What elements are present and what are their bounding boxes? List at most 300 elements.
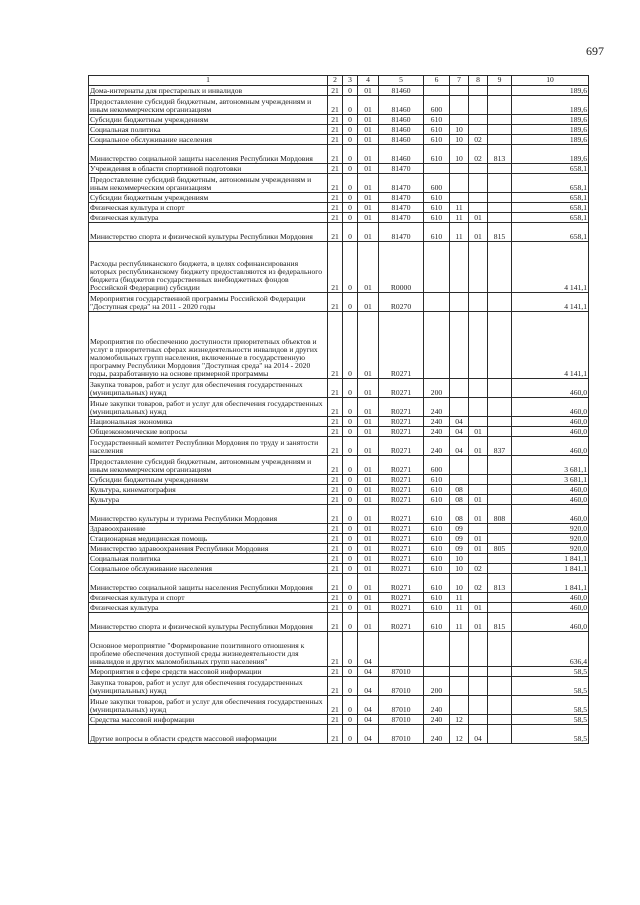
subprogram-code-cell: 0 <box>343 203 358 213</box>
section-cell: 11 <box>450 213 469 223</box>
subprogram-code-cell: 0 <box>343 145 358 164</box>
expense-code-cell: R0271 <box>379 398 424 417</box>
ministry-code-cell: 21 <box>328 456 343 475</box>
name-cell: Социальное обслуживание населения <box>89 564 328 574</box>
expense-type-cell: 610 <box>424 203 450 213</box>
ministry-cell <box>488 115 512 125</box>
event-code-cell: 01 <box>358 485 379 495</box>
name-cell: Государственный комитет Республики Мордовия по труду и занятости населения <box>89 437 328 456</box>
ministry-cell <box>488 293 512 312</box>
amount-cell: 920,0 <box>512 524 589 534</box>
ministry-cell: 808 <box>488 505 512 524</box>
subsection-cell <box>469 86 488 96</box>
expense-code-cell: R0271 <box>379 312 424 379</box>
section-cell <box>450 632 469 667</box>
subprogram-code-cell: 0 <box>343 564 358 574</box>
ministry-cell: 813 <box>488 145 512 164</box>
subsection-cell: 01 <box>469 603 488 613</box>
name-cell: Министерство социальной защиты населения Республики Мордовия <box>89 574 328 593</box>
amount-cell: 920,0 <box>512 534 589 544</box>
expense-type-cell: 610 <box>424 495 450 505</box>
table-row <box>89 715 589 725</box>
event-code-cell: 01 <box>358 135 379 145</box>
subsection-cell <box>469 193 488 203</box>
section-cell <box>450 96 469 115</box>
expense-type-cell: 240 <box>424 427 450 437</box>
subsection-cell <box>469 456 488 475</box>
table-row <box>89 725 589 744</box>
ministry-code-cell: 21 <box>328 203 343 213</box>
name-cell: Предоставление субсидий бюджетным, автономным учреждениям и иным некоммерческим организациям <box>89 456 328 475</box>
subprogram-code-cell: 0 <box>343 115 358 125</box>
event-code-cell: 01 <box>358 398 379 417</box>
amount-cell: 189,6 <box>512 135 589 145</box>
subprogram-code-cell: 0 <box>343 574 358 593</box>
name-cell: Закупка товаров, работ и услуг для обеспечения государственных (муниципальных) нужд <box>89 677 328 696</box>
ministry-code-cell: 21 <box>328 574 343 593</box>
subprogram-code-cell: 0 <box>343 534 358 544</box>
event-code-cell: 01 <box>358 427 379 437</box>
expense-code-cell: R0000 <box>379 242 424 293</box>
subprogram-code-cell: 0 <box>343 632 358 667</box>
section-cell: 12 <box>450 715 469 725</box>
ministry-cell: 837 <box>488 437 512 456</box>
ministry-code-cell: 21 <box>328 524 343 534</box>
subsection-cell <box>469 475 488 485</box>
section-cell: 09 <box>450 534 469 544</box>
event-code-cell: 01 <box>358 593 379 603</box>
section-cell: 04 <box>450 437 469 456</box>
name-cell: Субсидии бюджетным учреждениям <box>89 475 328 485</box>
expense-code-cell: R0271 <box>379 534 424 544</box>
ministry-cell <box>488 632 512 667</box>
subsection-cell <box>469 696 488 715</box>
subprogram-code-cell: 0 <box>343 495 358 505</box>
subprogram-code-cell: 0 <box>343 603 358 613</box>
table-row <box>89 223 589 242</box>
expense-type-cell <box>424 632 450 667</box>
amount-cell: 460,0 <box>512 613 589 632</box>
table-row <box>89 437 589 456</box>
ministry-code-cell: 21 <box>328 564 343 574</box>
amount-cell: 58,5 <box>512 677 589 696</box>
name-cell: Министерство спорта и физической культуры Республики Мордовия <box>89 613 328 632</box>
expense-type-cell: 240 <box>424 437 450 456</box>
expense-code-cell: R0270 <box>379 293 424 312</box>
ministry-cell: 815 <box>488 613 512 632</box>
subsection-cell <box>469 524 488 534</box>
ministry-cell <box>488 554 512 564</box>
table-row <box>89 534 589 544</box>
section-cell <box>450 293 469 312</box>
table-row <box>89 475 589 485</box>
subprogram-code-cell: 0 <box>343 667 358 677</box>
subsection-cell <box>469 293 488 312</box>
ministry-cell: 815 <box>488 223 512 242</box>
subprogram-code-cell: 0 <box>343 312 358 379</box>
expense-code-cell: 87010 <box>379 715 424 725</box>
event-code-cell: 04 <box>358 632 379 667</box>
subprogram-code-cell: 0 <box>343 417 358 427</box>
subprogram-code-cell: 0 <box>343 456 358 475</box>
amount-cell: 58,5 <box>512 696 589 715</box>
name-cell: Национальная экономика <box>89 417 328 427</box>
event-code-cell: 01 <box>358 125 379 135</box>
ministry-code-cell: 21 <box>328 593 343 603</box>
column-header-2: 2 <box>328 76 343 86</box>
section-cell <box>450 475 469 485</box>
event-code-cell: 04 <box>358 696 379 715</box>
subsection-cell: 01 <box>469 505 488 524</box>
column-header-7: 7 <box>450 76 469 86</box>
ministry-cell <box>488 427 512 437</box>
table-row <box>89 505 589 524</box>
expense-code-cell: R0271 <box>379 574 424 593</box>
expense-type-cell <box>424 242 450 293</box>
ministry-code-cell: 21 <box>328 677 343 696</box>
expense-code-cell: R0271 <box>379 456 424 475</box>
expense-type-cell: 610 <box>424 115 450 125</box>
name-cell: Дома-интернаты для престарелых и инвалидов <box>89 86 328 96</box>
table-row <box>89 677 589 696</box>
event-code-cell: 01 <box>358 223 379 242</box>
expense-code-cell: R0271 <box>379 564 424 574</box>
name-cell: Учреждения в области спортивной подготовки <box>89 164 328 174</box>
amount-cell: 460,0 <box>512 398 589 417</box>
amount-cell: 1 841,1 <box>512 564 589 574</box>
amount-cell: 460,0 <box>512 485 589 495</box>
table-row <box>89 293 589 312</box>
ministry-code-cell: 21 <box>328 125 343 135</box>
amount-cell: 460,0 <box>512 417 589 427</box>
subsection-cell <box>469 554 488 564</box>
ministry-code-cell: 21 <box>328 223 343 242</box>
expense-type-cell: 610 <box>424 593 450 603</box>
subsection-cell <box>469 379 488 398</box>
table-row <box>89 564 589 574</box>
subprogram-code-cell: 0 <box>343 715 358 725</box>
name-cell: Расходы республиканского бюджета, в целях софинансирования которых республиканскому бюджету предоставляются из федерального бюджета (бюджетов государственных внебюджетных фондов Российской Федерации) субсидии <box>89 242 328 293</box>
subsection-cell <box>469 312 488 379</box>
ministry-code-cell: 21 <box>328 534 343 544</box>
table-row <box>89 427 589 437</box>
event-code-cell: 01 <box>358 437 379 456</box>
expense-code-cell: 81460 <box>379 125 424 135</box>
table-row <box>89 96 589 115</box>
table-row <box>89 667 589 677</box>
budget-table <box>88 75 589 744</box>
name-cell: Предоставление субсидий бюджетным, автономным учреждениям и иным некоммерческим организациям <box>89 174 328 193</box>
subsection-cell <box>469 398 488 417</box>
subsection-cell: 01 <box>469 544 488 554</box>
ministry-code-cell: 21 <box>328 115 343 125</box>
ministry-code-cell: 21 <box>328 213 343 223</box>
name-cell: Общеэкономические вопросы <box>89 427 328 437</box>
subsection-cell: 01 <box>469 223 488 242</box>
event-code-cell: 01 <box>358 293 379 312</box>
subprogram-code-cell: 0 <box>343 213 358 223</box>
expense-code-cell: 81460 <box>379 135 424 145</box>
subprogram-code-cell: 0 <box>343 437 358 456</box>
ministry-cell <box>488 398 512 417</box>
expense-code-cell: 81460 <box>379 115 424 125</box>
event-code-cell: 01 <box>358 613 379 632</box>
expense-code-cell: 87010 <box>379 725 424 744</box>
subprogram-code-cell: 0 <box>343 96 358 115</box>
subprogram-code-cell: 0 <box>343 505 358 524</box>
subprogram-code-cell: 0 <box>343 554 358 564</box>
subsection-cell <box>469 164 488 174</box>
amount-cell: 460,0 <box>512 603 589 613</box>
subprogram-code-cell: 0 <box>343 427 358 437</box>
table-row <box>89 125 589 135</box>
section-cell: 09 <box>450 524 469 534</box>
amount-cell: 460,0 <box>512 427 589 437</box>
ministry-cell <box>488 135 512 145</box>
expense-type-cell: 600 <box>424 96 450 115</box>
expense-type-cell: 610 <box>424 603 450 613</box>
event-code-cell: 01 <box>358 164 379 174</box>
ministry-cell: 805 <box>488 544 512 554</box>
section-cell <box>450 174 469 193</box>
amount-cell: 189,6 <box>512 145 589 164</box>
expense-type-cell: 610 <box>424 475 450 485</box>
table-row <box>89 193 589 203</box>
amount-cell: 460,0 <box>512 379 589 398</box>
event-code-cell: 01 <box>358 534 379 544</box>
expense-type-cell: 610 <box>424 125 450 135</box>
event-code-cell: 01 <box>358 379 379 398</box>
amount-cell: 658,1 <box>512 203 589 213</box>
subsection-cell <box>469 677 488 696</box>
name-cell: Министерство спорта и физической культуры Республики Мордовия <box>89 223 328 242</box>
expense-type-cell: 610 <box>424 574 450 593</box>
ministry-cell <box>488 242 512 293</box>
section-cell <box>450 379 469 398</box>
ministry-code-cell: 21 <box>328 379 343 398</box>
ministry-cell <box>488 696 512 715</box>
expense-type-cell: 240 <box>424 715 450 725</box>
expense-code-cell: R0271 <box>379 427 424 437</box>
amount-cell: 189,6 <box>512 115 589 125</box>
ministry-code-cell: 21 <box>328 293 343 312</box>
subsection-cell: 02 <box>469 564 488 574</box>
subsection-cell <box>469 593 488 603</box>
expense-type-cell: 610 <box>424 223 450 242</box>
expense-code-cell: 87010 <box>379 677 424 696</box>
event-code-cell: 01 <box>358 115 379 125</box>
expense-code-cell: 81470 <box>379 193 424 203</box>
expense-type-cell <box>424 293 450 312</box>
name-cell: Иные закупки товаров, работ и услуг для обеспечения государственных (муниципальных) нужд <box>89 398 328 417</box>
expense-type-cell: 610 <box>424 193 450 203</box>
amount-cell: 460,0 <box>512 593 589 603</box>
expense-code-cell: R0271 <box>379 417 424 427</box>
section-cell: 10 <box>450 135 469 145</box>
name-cell: Социальная политика <box>89 125 328 135</box>
event-code-cell: 01 <box>358 86 379 96</box>
ministry-cell <box>488 379 512 398</box>
subprogram-code-cell: 0 <box>343 544 358 554</box>
subsection-cell <box>469 115 488 125</box>
section-cell <box>450 242 469 293</box>
subprogram-code-cell: 0 <box>343 223 358 242</box>
section-cell: 04 <box>450 417 469 427</box>
table-row <box>89 213 589 223</box>
expense-code-cell: 81460 <box>379 145 424 164</box>
ministry-code-cell: 21 <box>328 505 343 524</box>
expense-code-cell: R0271 <box>379 379 424 398</box>
ministry-code-cell: 21 <box>328 86 343 96</box>
expense-code-cell: R0271 <box>379 603 424 613</box>
event-code-cell: 01 <box>358 145 379 164</box>
table-body <box>89 86 589 744</box>
expense-code-cell: 87010 <box>379 696 424 715</box>
section-cell: 09 <box>450 544 469 554</box>
amount-cell: 460,0 <box>512 437 589 456</box>
table-row <box>89 554 589 564</box>
expense-type-cell <box>424 312 450 379</box>
subsection-cell: 02 <box>469 574 488 593</box>
table-header-row <box>89 76 589 86</box>
name-cell: Министерство культуры и туризма Республики Мордовия <box>89 505 328 524</box>
ministry-code-cell: 21 <box>328 193 343 203</box>
subprogram-code-cell: 0 <box>343 524 358 534</box>
section-cell: 11 <box>450 223 469 242</box>
expense-type-cell: 610 <box>424 135 450 145</box>
expense-code-cell: 81470 <box>379 223 424 242</box>
table-row <box>89 574 589 593</box>
amount-cell: 58,5 <box>512 715 589 725</box>
name-cell: Физическая культура <box>89 603 328 613</box>
ministry-code-cell: 21 <box>328 632 343 667</box>
table-row <box>89 203 589 213</box>
section-cell: 11 <box>450 203 469 213</box>
amount-cell: 3 681,1 <box>512 475 589 485</box>
subsection-cell: 01 <box>469 437 488 456</box>
amount-cell: 189,6 <box>512 125 589 135</box>
expense-code-cell: R0271 <box>379 544 424 554</box>
ministry-cell <box>488 86 512 96</box>
ministry-cell <box>488 495 512 505</box>
subsection-cell <box>469 125 488 135</box>
event-code-cell: 01 <box>358 213 379 223</box>
name-cell: Социальная политика <box>89 554 328 564</box>
section-cell <box>450 696 469 715</box>
name-cell: Мероприятия в сфере средств массовой информации <box>89 667 328 677</box>
ministry-cell <box>488 417 512 427</box>
expense-type-cell: 240 <box>424 398 450 417</box>
event-code-cell: 04 <box>358 715 379 725</box>
table-row <box>89 312 589 379</box>
name-cell: Средства массовой информации <box>89 715 328 725</box>
expense-type-cell: 610 <box>424 524 450 534</box>
expense-code-cell: 81470 <box>379 213 424 223</box>
section-cell: 08 <box>450 485 469 495</box>
table-row <box>89 696 589 715</box>
amount-cell: 658,1 <box>512 213 589 223</box>
ministry-code-cell: 21 <box>328 485 343 495</box>
amount-cell: 920,0 <box>512 544 589 554</box>
name-cell: Стационарная медицинская помощь <box>89 534 328 544</box>
ministry-cell <box>488 725 512 744</box>
ministry-code-cell: 21 <box>328 437 343 456</box>
amount-cell: 189,6 <box>512 86 589 96</box>
ministry-code-cell: 21 <box>328 312 343 379</box>
column-header-9: 9 <box>488 76 512 86</box>
subprogram-code-cell: 0 <box>343 475 358 485</box>
name-cell: Социальное обслуживание населения <box>89 135 328 145</box>
section-cell: 10 <box>450 145 469 164</box>
name-cell: Основное мероприятие "Формирование позитивного отношения к проблеме обеспечения доступной среды жизнедеятельности для инвалидов и других маломобильных групп населения" <box>89 632 328 667</box>
event-code-cell: 04 <box>358 725 379 744</box>
ministry-code-cell: 21 <box>328 544 343 554</box>
subsection-cell: 04 <box>469 725 488 744</box>
expense-code-cell: R0271 <box>379 495 424 505</box>
subsection-cell: 02 <box>469 135 488 145</box>
amount-cell: 658,1 <box>512 174 589 193</box>
expense-code-cell: 81470 <box>379 164 424 174</box>
amount-cell: 4 141,1 <box>512 312 589 379</box>
table-row <box>89 613 589 632</box>
name-cell: Субсидии бюджетным учреждениям <box>89 193 328 203</box>
table-row <box>89 495 589 505</box>
ministry-cell <box>488 203 512 213</box>
section-cell <box>450 164 469 174</box>
subsection-cell <box>469 242 488 293</box>
event-code-cell: 01 <box>358 554 379 564</box>
event-code-cell: 01 <box>358 96 379 115</box>
name-cell: Физическая культура и спорт <box>89 593 328 603</box>
event-code-cell: 01 <box>358 456 379 475</box>
table-row <box>89 164 589 174</box>
table-row <box>89 379 589 398</box>
ministry-cell <box>488 524 512 534</box>
column-header-6: 6 <box>424 76 450 86</box>
subprogram-code-cell: 0 <box>343 613 358 632</box>
expense-code-cell: 81460 <box>379 96 424 115</box>
expense-code-cell: R0271 <box>379 554 424 564</box>
table-row <box>89 544 589 554</box>
event-code-cell: 01 <box>358 475 379 485</box>
event-code-cell: 04 <box>358 667 379 677</box>
name-cell: Физическая культура и спорт <box>89 203 328 213</box>
name-cell: Другие вопросы в области средств массовой информации <box>89 725 328 744</box>
amount-cell: 636,4 <box>512 632 589 667</box>
amount-cell: 658,1 <box>512 193 589 203</box>
ministry-code-cell: 21 <box>328 242 343 293</box>
event-code-cell: 01 <box>358 417 379 427</box>
subprogram-code-cell: 0 <box>343 725 358 744</box>
ministry-code-cell: 21 <box>328 613 343 632</box>
section-cell: 11 <box>450 613 469 632</box>
amount-cell: 4 141,1 <box>512 242 589 293</box>
section-cell <box>450 193 469 203</box>
subsection-cell: 01 <box>469 613 488 632</box>
ministry-cell <box>488 534 512 544</box>
expense-type-cell: 240 <box>424 417 450 427</box>
ministry-code-cell: 21 <box>328 174 343 193</box>
subprogram-code-cell: 0 <box>343 135 358 145</box>
section-cell: 11 <box>450 603 469 613</box>
event-code-cell: 01 <box>358 174 379 193</box>
table-row <box>89 174 589 193</box>
name-cell: Субсидии бюджетным учреждениям <box>89 115 328 125</box>
section-cell <box>450 677 469 696</box>
subprogram-code-cell: 0 <box>343 193 358 203</box>
section-cell: 08 <box>450 495 469 505</box>
ministry-code-cell: 21 <box>328 715 343 725</box>
